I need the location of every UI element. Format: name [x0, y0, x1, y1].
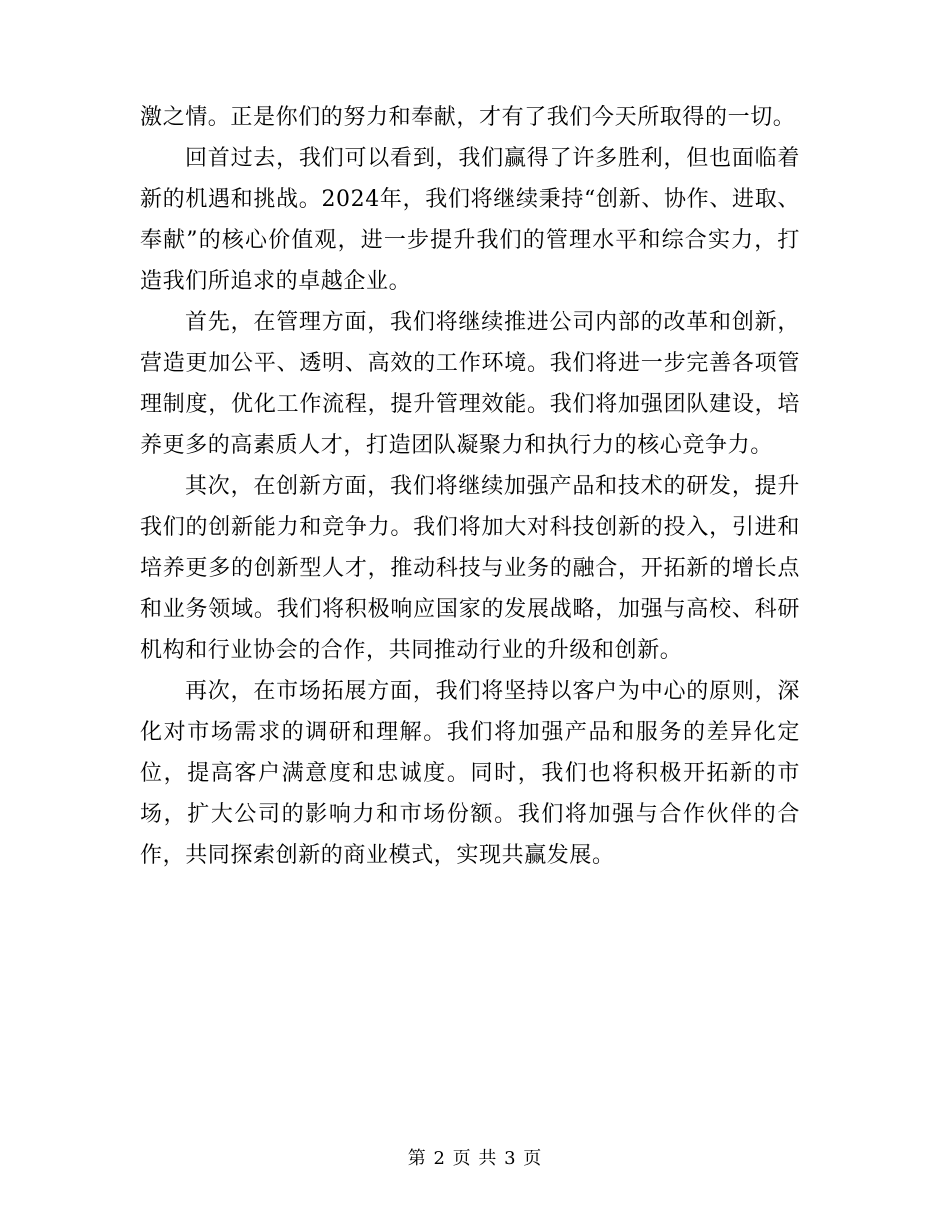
- document-body: [140, 97, 800, 876]
- paragraph-market: 再次，在市场拓展方面，我们将坚持以客户为中心的原则，深化对市场需求的调研和理解。我们将加强产品和服务的差异化定位，提高客户满意度和忠诚度。同时，我们也将积极开拓新的市场，扩大公司的影响力和市场份额。我们将加强与合作伙伴的合作，共同探索创新的商业模式，实现共赢发展。: [140, 679, 800, 868]
- paragraph-review: 回首过去，我们可以看到，我们赢得了许多胜利，但也面临着新的机遇和挑战。2024年，我们将继续秉持“创新、协作、进取、奉献”的核心价值观，进一步提升我们的管理水平和综合实力，打造我们所追求的卓越企业。: [140, 146, 800, 294]
- page-footer: 第 2 页 共 3 页: [407, 1148, 543, 1169]
- paragraph-management: 首先，在管理方面，我们将继续推进公司内部的改革和创新，营造更加公平、透明、高效的工作环境。我们将进一步完善各项管理制度，优化工作流程，提升管理效能。我们将加强团队建设，培养更多的高素质人才，打造团队凝聚力和执行力的核心竞争力。: [140, 310, 800, 458]
- paragraph-continuation: 激之情。正是你们的努力和奉献，才有了我们今天所取得的一切。: [140, 105, 796, 130]
- paragraph-innovation: 其次，在创新方面，我们将继续加强产品和技术的研发，提升我们的创新能力和竞争力。我们将加大对科技创新的投入，引进和培养更多的创新型人才，推动科技与业务的融合，开拓新的增长点和业务领域。我们将积极响应国家的发展战略，加强与高校、科研机构和行业协会的合作，共同推动行业的升级和创新。: [140, 474, 800, 663]
